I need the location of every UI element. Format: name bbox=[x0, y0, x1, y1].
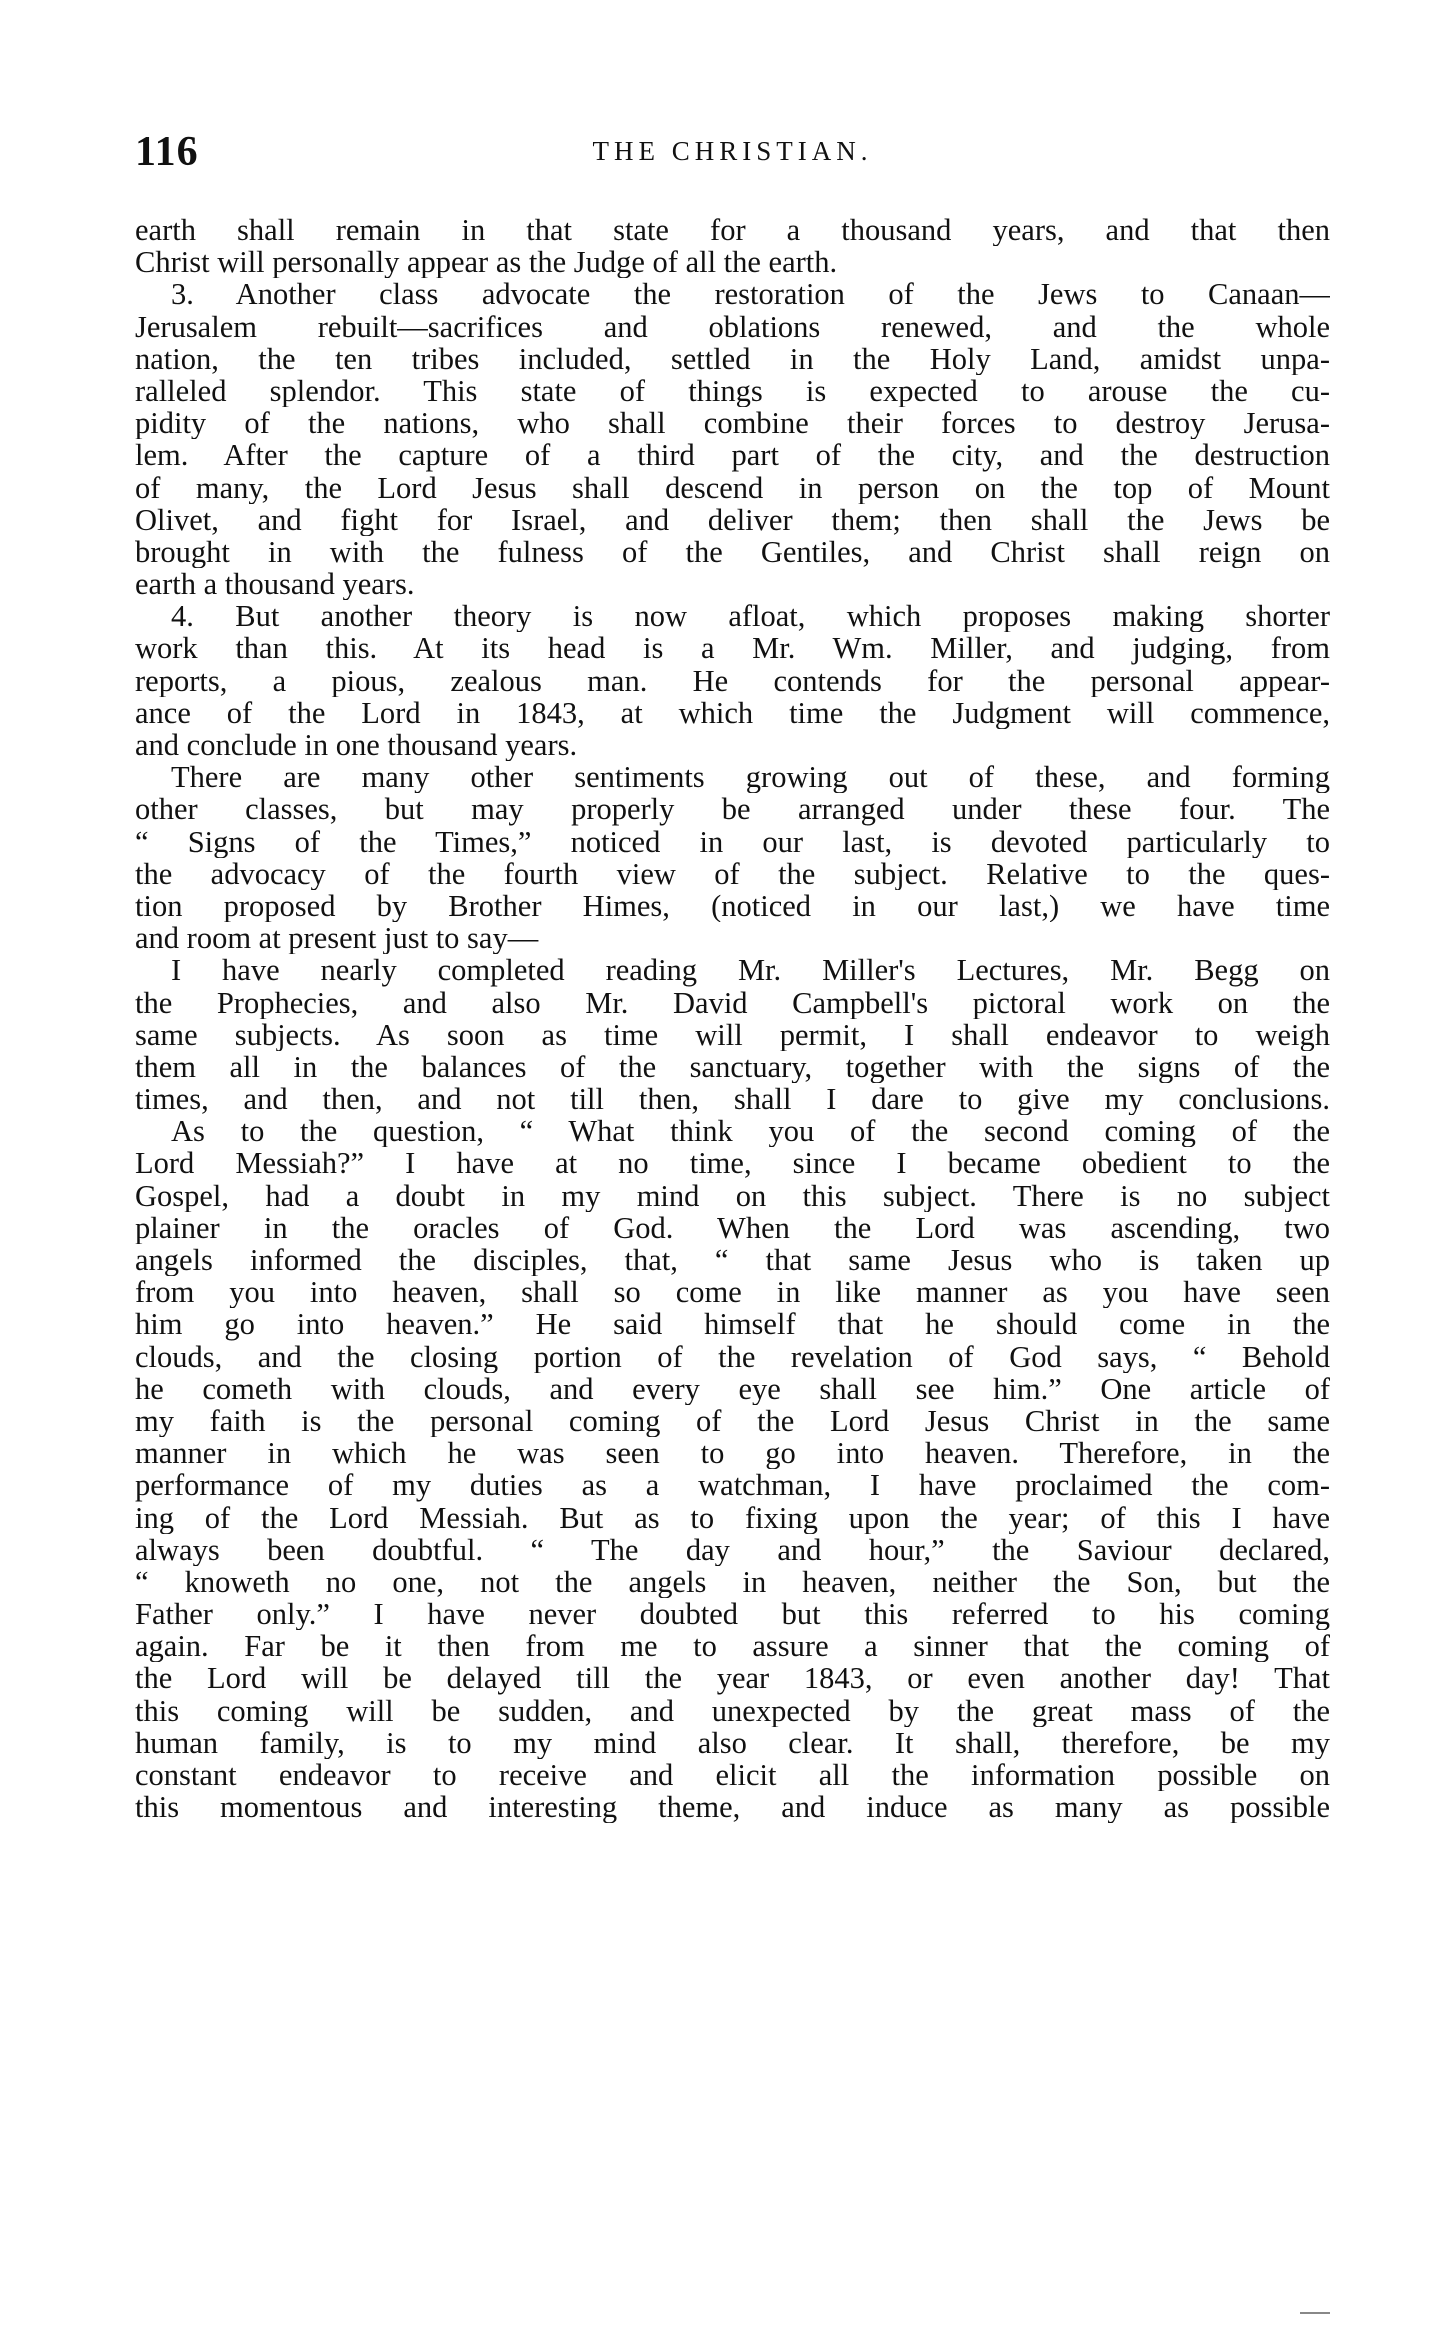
text-line: 4. But another theory is now afloat, which proposes making shorter bbox=[171, 600, 1330, 633]
text-line: nation, the ten tribes included, settled in the Holy Land, amidst unpa- bbox=[135, 342, 1330, 375]
text-line: manner in which he was seen to go into heaven. Therefore, in the bbox=[135, 1437, 1330, 1470]
text-line: he cometh with clouds, and every eye shall see him.” One article of bbox=[135, 1372, 1330, 1405]
text-line: tion proposed by Brother Himes, (noticed in our last,) we have time bbox=[135, 889, 1330, 923]
body-text bbox=[135, 214, 1330, 1823]
text-line: plainer in the oracles of God. When the Lord was ascending, two bbox=[135, 1211, 1330, 1244]
text-line: of many, the Lord Jesus shall descend in person on the top of Mount bbox=[135, 471, 1330, 504]
text-line: work than this. At its head is a Mr. Wm. Miller, and judging, from bbox=[135, 632, 1330, 665]
text-line: them all in the balances of the sanctuary, together with the signs of the bbox=[135, 1050, 1330, 1084]
text-line: ing of the Lord Messiah. But as to fixing upon the year; of this I have bbox=[135, 1501, 1330, 1534]
text-line: Father only.” I have never doubted but this referred to his coming bbox=[135, 1598, 1330, 1631]
text-line: times, and then, and not till then, shall I dare to give my conclusions. bbox=[135, 1083, 1330, 1116]
text-line: other classes, but may properly be arranged under these four. The bbox=[135, 793, 1330, 826]
page-corner-mark bbox=[1300, 2312, 1330, 2314]
text-line: the Prophecies, and also Mr. David Campbell's pictoral work on the bbox=[135, 986, 1330, 1019]
text-line: I have nearly completed reading Mr. Miller's Lectures, Mr. Begg on bbox=[171, 954, 1330, 987]
text-line: again. Far be it then from me to assure a sinner that the coming of bbox=[135, 1630, 1330, 1663]
text-line: earth shall remain in that state for a thousand years, and that then bbox=[135, 214, 1330, 247]
text-line: As to the question, “ What think you of the second coming of the bbox=[171, 1115, 1330, 1148]
text-line: always been doubtful. “ The day and hour,” the Saviour declared, bbox=[135, 1533, 1330, 1566]
text-line: lem. After the capture of a third part of the city, and the destruction bbox=[135, 439, 1330, 472]
text-line: angels informed the disciples, that, “ that same Jesus who is taken up bbox=[135, 1244, 1330, 1277]
text-line: constant endeavor to receive and elicit all the information possible on bbox=[135, 1759, 1330, 1792]
text-line: Jerusalem rebuilt—sacrifices and oblations renewed, and the whole bbox=[135, 310, 1330, 343]
text-line: and conclude in one thousand years. bbox=[135, 729, 578, 762]
text-line: reports, a pious, zealous man. He contends for the personal appear- bbox=[135, 664, 1330, 697]
text-line: the Lord will be delayed till the year 1843, or even another day! That bbox=[135, 1662, 1330, 1695]
text-line: ance of the Lord in 1843, at which time the Judgment will commence, bbox=[135, 696, 1330, 729]
text-line: Gospel, had a doubt in my mind on this subject. There is no subject bbox=[135, 1179, 1330, 1212]
text-line: this coming will be sudden, and unexpected by the great mass of the bbox=[135, 1694, 1330, 1727]
text-line: and room at present just to say— bbox=[135, 922, 539, 955]
text-line: pidity of the nations, who shall combine their forces to destroy Jerusa- bbox=[135, 407, 1330, 440]
text-line: human family, is to my mind also clear. It shall, therefore, be my bbox=[135, 1726, 1330, 1759]
running-title: THE CHRISTIAN. bbox=[592, 136, 873, 166]
text-line: brought in with the fulness of the Gentiles, and Christ shall reign on bbox=[135, 535, 1330, 569]
text-line: ralleled splendor. This state of things is expected to arouse the cu- bbox=[135, 374, 1330, 408]
text-line: same subjects. As soon as time will permit, I shall endeavor to weigh bbox=[135, 1018, 1330, 1051]
text-line: There are many other sentiments growing out of these, and forming bbox=[171, 761, 1330, 794]
text-line: earth a thousand years. bbox=[135, 568, 415, 601]
text-line: my faith is the personal coming of the Lord Jesus Christ in the same bbox=[135, 1404, 1330, 1438]
text-line: clouds, and the closing portion of the revelation of God says, “ Behold bbox=[135, 1340, 1330, 1373]
page-header bbox=[135, 128, 1330, 178]
text-line: “ knoweth no one, not the angels in heaven, neither the Son, but the bbox=[135, 1565, 1330, 1599]
text-line: Lord Messiah?” I have at no time, since I became obedient to the bbox=[135, 1147, 1330, 1180]
text-line: “ Signs of the Times,” noticed in our last, is devoted particularly to bbox=[135, 825, 1330, 858]
page-number: 116 bbox=[135, 129, 199, 175]
text-line: from you into heaven, shall so come in like manner as you have seen bbox=[135, 1276, 1330, 1309]
text-line: Olivet, and fight for Israel, and deliver them; then shall the Jews be bbox=[135, 503, 1330, 536]
text-line: the advocacy of the fourth view of the subject. Relative to the ques- bbox=[135, 857, 1330, 890]
text-line: 3. Another class advocate the restoration of the Jews to Canaan— bbox=[171, 278, 1330, 311]
text-line: performance of my duties as a watchman, I have proclaimed the com- bbox=[135, 1469, 1330, 1502]
text-line: Christ will personally appear as the Judge of all the earth. bbox=[135, 246, 838, 279]
text-line: him go into heaven.” He said himself that he should come in the bbox=[135, 1308, 1330, 1341]
text-line: this momentous and interesting theme, and induce as many as possible bbox=[135, 1791, 1330, 1824]
